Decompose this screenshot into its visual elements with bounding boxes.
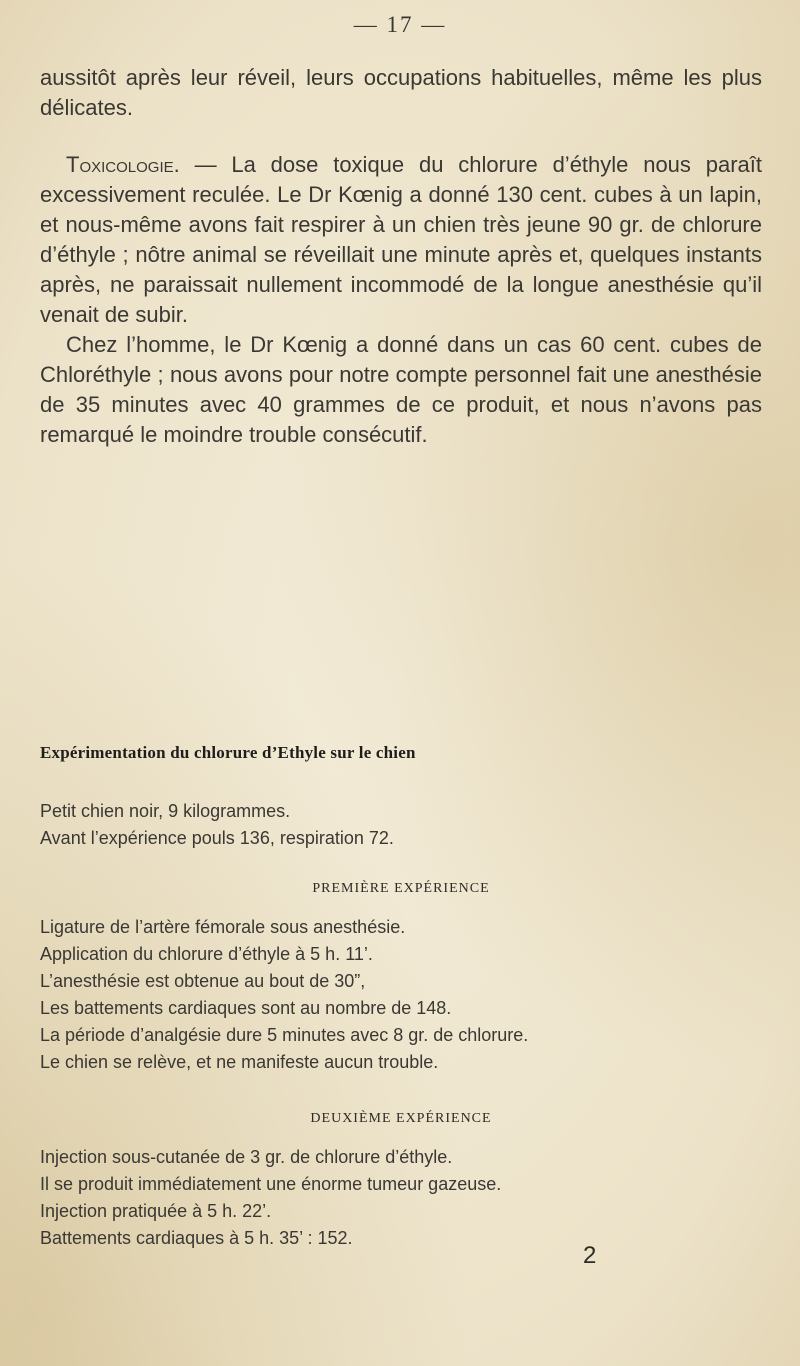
paragraph-continuation: aussitôt après leur réveil, leurs occupations habituelles, même les plus délicates. [40, 65, 762, 120]
paragraph-chez-homme: Chez l’homme, le Dr Kœnig a donné dans un cas 60 cent. cubes de Chloréthyle ; nous avons pour notre compte personnel fait une anesthésie de 35 minutes avec 40 grammes de ce produit, et nous n’avons pas remarqué le moindre trouble consécutif. [40, 332, 762, 447]
experiment-1-line: Le chien se relève, et ne manifeste aucun trouble. [40, 1052, 439, 1072]
dog-description [40, 798, 762, 852]
experiment-2-title: DEUXIÈME EXPÉRIENCE [310, 1111, 492, 1126]
experiment-1-line: L’anesthésie est obtenue au bout de 30”, [40, 971, 366, 991]
paragraph-toxicologie [40, 150, 762, 330]
page-number: — 17 — [353, 12, 447, 37]
experiment-1-body [40, 914, 762, 1076]
experiment-1-line: Application du chlorure d’éthyle à 5 h. 11’. [40, 944, 373, 964]
experiment-2-body [40, 1144, 762, 1252]
experiment-1-line: Les battements cardiaques sont au nombre de 148. [40, 998, 452, 1018]
intro-line-1: Petit chien noir, 9 kilogrammes. [40, 801, 291, 821]
section-lead-toxicologie: Toxicologie. [66, 152, 180, 177]
experiment-2-line: Injection pratiquée à 5 h. 22’. [40, 1201, 272, 1221]
experiment-1-line: La période d’analgésie dure 5 minutes avec 8 gr. de chlorure. [40, 1025, 529, 1045]
signature-mark: 2 [583, 1242, 597, 1269]
experiment-2-line: Il se produit immédiatement une énorme tumeur gazeuse. [40, 1174, 502, 1194]
intro-line-2: Avant l’expérience pouls 136, respiration 72. [40, 828, 394, 848]
experiment-1-title: PREMIÈRE EXPÉRIENCE [312, 881, 490, 896]
experiment-1-line: Ligature de l’artère fémorale sous anesthésie. [40, 917, 406, 937]
toxicologie-text: — La dose toxique du chlorure d’éthyle nous paraît excessivement reculée. Le Dr Kœnig a donné 130 cent. cubes à un lapin, et nous-même avons fait respirer à un chien très jeune 90 gr. de chlorure d’éthyle ; nôtre animal se réveillait une minute après et, quelques instants après, ne paraissait nullement incommodé de la longue anesthésie qu’il venait de subir. [40, 152, 762, 327]
section-heading: Expérimentation du chlorure d’Ethyle sur le chien [40, 743, 416, 762]
experiment-2-line: Injection sous-cutanée de 3 gr. de chlorure d’éthyle. [40, 1147, 453, 1167]
body-text [40, 63, 762, 450]
experiment-2-line: Battements cardiaques à 5 h. 35’ : 152. [40, 1228, 353, 1248]
